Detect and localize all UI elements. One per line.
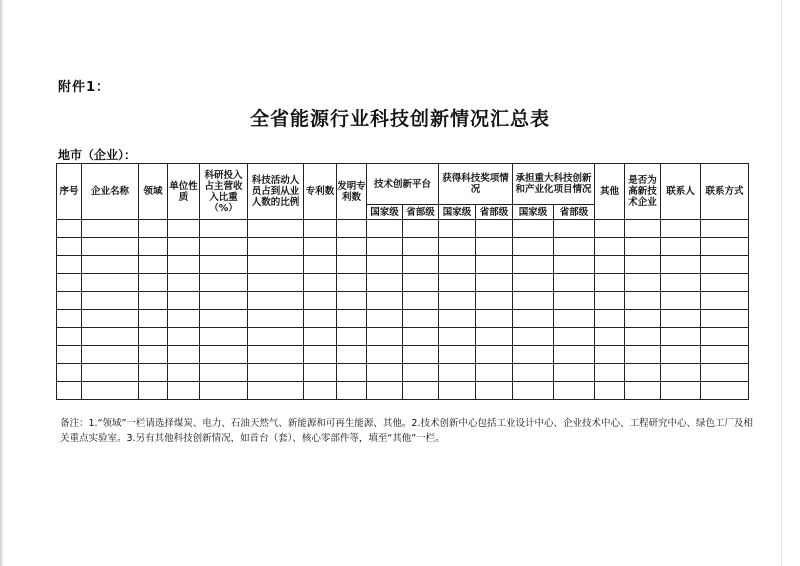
table-cell[interactable]: [139, 382, 168, 400]
table-cell[interactable]: [554, 274, 595, 292]
table-cell[interactable]: [701, 238, 749, 256]
table-cell[interactable]: [82, 220, 139, 238]
table-cell[interactable]: [403, 274, 439, 292]
table-cell[interactable]: [248, 310, 304, 328]
header-other: 其他: [595, 164, 625, 220]
table-cell[interactable]: [200, 310, 248, 328]
table-cell[interactable]: [476, 382, 513, 400]
table-cell[interactable]: [513, 346, 554, 364]
table-cell[interactable]: [139, 292, 168, 310]
table-cell[interactable]: [337, 274, 367, 292]
table-cell[interactable]: [168, 346, 200, 364]
table-cell[interactable]: [304, 310, 337, 328]
table-row: [57, 346, 749, 364]
table-cell[interactable]: [661, 382, 701, 400]
table-cell[interactable]: [168, 328, 200, 346]
table-cell[interactable]: [57, 292, 82, 310]
table-cell[interactable]: [200, 364, 248, 382]
table-cell[interactable]: [337, 310, 367, 328]
table-cell[interactable]: [701, 364, 749, 382]
table-cell[interactable]: [248, 256, 304, 274]
table-cell[interactable]: [476, 274, 513, 292]
header-rd-ratio: 科研投入占主营收入比重（%）: [200, 164, 248, 220]
table-cell[interactable]: [554, 238, 595, 256]
table-cell[interactable]: [337, 238, 367, 256]
table-cell[interactable]: [248, 274, 304, 292]
table-cell[interactable]: [439, 346, 476, 364]
header-contact-info: 联系方式: [701, 164, 749, 220]
table-cell[interactable]: [337, 382, 367, 400]
table-cell[interactable]: [367, 274, 403, 292]
header-hightech: 是否为高新技术企业: [625, 164, 661, 220]
table-cell[interactable]: [439, 364, 476, 382]
table-cell[interactable]: [200, 328, 248, 346]
table-cell[interactable]: [439, 310, 476, 328]
table-cell[interactable]: [661, 256, 701, 274]
table-cell[interactable]: [513, 364, 554, 382]
table-cell[interactable]: [439, 292, 476, 310]
table-cell[interactable]: [554, 364, 595, 382]
table-cell[interactable]: [439, 220, 476, 238]
subheader-awards-provincial: 省部级: [476, 205, 513, 220]
table-cell[interactable]: [403, 364, 439, 382]
table-cell[interactable]: [701, 274, 749, 292]
table-cell[interactable]: [57, 382, 82, 400]
table-cell[interactable]: [439, 256, 476, 274]
table-row: [57, 382, 749, 400]
table-cell[interactable]: [304, 328, 337, 346]
table-cell[interactable]: [513, 382, 554, 400]
table-cell[interactable]: [248, 220, 304, 238]
table-cell[interactable]: [595, 292, 625, 310]
table-cell[interactable]: [248, 364, 304, 382]
table-cell[interactable]: [701, 220, 749, 238]
table-cell[interactable]: [513, 328, 554, 346]
table-cell[interactable]: [554, 382, 595, 400]
table-cell[interactable]: [82, 346, 139, 364]
table-cell[interactable]: [139, 238, 168, 256]
table-cell[interactable]: [439, 274, 476, 292]
table-cell[interactable]: [403, 382, 439, 400]
table-cell[interactable]: [57, 364, 82, 382]
table-cell[interactable]: [476, 220, 513, 238]
table-cell[interactable]: [701, 346, 749, 364]
table-row: [57, 256, 749, 274]
table-cell[interactable]: [513, 238, 554, 256]
table-cell[interactable]: [304, 364, 337, 382]
table-cell[interactable]: [168, 292, 200, 310]
table-cell[interactable]: [168, 274, 200, 292]
attachment-label: 附件1：: [58, 80, 111, 95]
table-cell[interactable]: [337, 220, 367, 238]
table-cell[interactable]: [513, 274, 554, 292]
table-cell[interactable]: [661, 238, 701, 256]
table-cell[interactable]: [57, 256, 82, 274]
table-cell[interactable]: [82, 256, 139, 274]
table-cell[interactable]: [554, 256, 595, 274]
table-cell[interactable]: [304, 274, 337, 292]
table-row: [57, 238, 749, 256]
table-cell[interactable]: [403, 346, 439, 364]
table-cell[interactable]: [439, 328, 476, 346]
table-cell[interactable]: [595, 328, 625, 346]
summary-table: [56, 163, 749, 400]
table-cell[interactable]: [337, 256, 367, 274]
table-cell[interactable]: [403, 220, 439, 238]
table-cell[interactable]: [595, 382, 625, 400]
table-row: [57, 274, 749, 292]
header-company-name: 企业名称: [82, 164, 139, 220]
table-cell[interactable]: [248, 292, 304, 310]
table-cell[interactable]: [595, 274, 625, 292]
table-cell[interactable]: [248, 328, 304, 346]
table-cell[interactable]: [57, 346, 82, 364]
table-cell[interactable]: [367, 310, 403, 328]
header-invention-patents: 发明专利数: [337, 164, 367, 220]
header-contact-person: 联系人: [661, 164, 701, 220]
table-cell[interactable]: [82, 274, 139, 292]
table-cell[interactable]: [403, 328, 439, 346]
table-cell[interactable]: [661, 292, 701, 310]
table-cell[interactable]: [595, 238, 625, 256]
table-cell[interactable]: [168, 382, 200, 400]
table-cell[interactable]: [168, 220, 200, 238]
table-cell[interactable]: [476, 292, 513, 310]
table-cell[interactable]: [168, 364, 200, 382]
table-row: [57, 292, 749, 310]
table-cell[interactable]: [661, 328, 701, 346]
table-cell[interactable]: [57, 274, 82, 292]
table-cell[interactable]: [82, 382, 139, 400]
table-cell[interactable]: [554, 310, 595, 328]
scan-left-shadow: [0, 0, 4, 566]
table-row: [57, 328, 749, 346]
table-cell[interactable]: [304, 220, 337, 238]
table-cell[interactable]: [304, 238, 337, 256]
table-cell[interactable]: [248, 346, 304, 364]
header-awards: 获得科技奖项情况: [439, 164, 513, 205]
table-cell[interactable]: [403, 310, 439, 328]
table-cell[interactable]: [661, 364, 701, 382]
table-cell[interactable]: [168, 310, 200, 328]
table-cell[interactable]: [554, 346, 595, 364]
table-cell[interactable]: [304, 292, 337, 310]
table-cell[interactable]: [554, 328, 595, 346]
table-cell[interactable]: [367, 238, 403, 256]
table-cell[interactable]: [139, 274, 168, 292]
table-cell[interactable]: [625, 310, 661, 328]
header-patents: 专利数: [304, 164, 337, 220]
table-cell[interactable]: [595, 310, 625, 328]
table-cell[interactable]: [168, 238, 200, 256]
table-cell[interactable]: [476, 310, 513, 328]
table-cell[interactable]: [439, 238, 476, 256]
table-cell[interactable]: [337, 346, 367, 364]
table-cell[interactable]: [139, 220, 168, 238]
table-cell[interactable]: [200, 292, 248, 310]
table-cell[interactable]: [337, 364, 367, 382]
table-cell[interactable]: [200, 220, 248, 238]
subheader-platform-provincial: 省部级: [403, 205, 439, 220]
table-cell[interactable]: [513, 310, 554, 328]
scan-right-edge: [781, 0, 782, 566]
city-enterprise-label: 地市（企业）：: [58, 148, 137, 162]
table-cell[interactable]: [661, 310, 701, 328]
header-index: 序号: [57, 164, 82, 220]
table-cell[interactable]: [57, 310, 82, 328]
table-cell[interactable]: [513, 256, 554, 274]
header-unit-nature: 单位性质: [168, 164, 200, 220]
table-cell[interactable]: [168, 256, 200, 274]
subheader-projects-provincial: 省部级: [554, 205, 595, 220]
table-cell[interactable]: [57, 328, 82, 346]
table-cell[interactable]: [367, 220, 403, 238]
subheader-platform-national: 国家级: [367, 205, 403, 220]
table-cell[interactable]: [554, 220, 595, 238]
table-cell[interactable]: [701, 328, 749, 346]
table-cell[interactable]: [304, 382, 337, 400]
table-cell[interactable]: [82, 292, 139, 310]
header-major-projects: 承担重大科技创新和产业化项目情况: [513, 164, 595, 205]
table-row: [57, 364, 749, 382]
table-cell[interactable]: [595, 220, 625, 238]
header-innovation-platform: 技术创新平台: [367, 164, 439, 205]
table-cell[interactable]: [661, 220, 701, 238]
table-cell[interactable]: [367, 292, 403, 310]
table-cell[interactable]: [367, 328, 403, 346]
table-cell[interactable]: [439, 382, 476, 400]
table-row: [57, 310, 749, 328]
table-cell[interactable]: [139, 346, 168, 364]
table-cell[interactable]: [625, 364, 661, 382]
table-row: [57, 220, 749, 238]
table-cell[interactable]: [476, 364, 513, 382]
table-cell[interactable]: [625, 292, 661, 310]
table-cell[interactable]: [625, 346, 661, 364]
table-body: [57, 220, 749, 400]
header-staff-ratio: 科技活动人员占到从业人数的比例: [248, 164, 304, 220]
table-cell[interactable]: [595, 364, 625, 382]
table-cell[interactable]: [554, 292, 595, 310]
table-cell[interactable]: [304, 346, 337, 364]
table-cell[interactable]: [337, 328, 367, 346]
table-cell[interactable]: [403, 292, 439, 310]
table-cell[interactable]: [139, 256, 168, 274]
table-cell[interactable]: [367, 346, 403, 364]
page-title: 全省能源行业科技创新情况汇总表: [249, 108, 550, 130]
table-cell[interactable]: [595, 346, 625, 364]
table-cell[interactable]: [200, 382, 248, 400]
table-cell[interactable]: [513, 292, 554, 310]
table-cell[interactable]: [367, 364, 403, 382]
table-cell[interactable]: [625, 328, 661, 346]
table-cell[interactable]: [625, 382, 661, 400]
table-cell[interactable]: [337, 292, 367, 310]
table-cell[interactable]: [367, 382, 403, 400]
table-cell[interactable]: [200, 256, 248, 274]
table-cell[interactable]: [82, 238, 139, 256]
table-cell[interactable]: [57, 220, 82, 238]
table-cell[interactable]: [200, 274, 248, 292]
subheader-awards-national: 国家级: [439, 205, 476, 220]
table-cell[interactable]: [476, 346, 513, 364]
table-cell[interactable]: [701, 292, 749, 310]
subheader-projects-national: 国家级: [513, 205, 554, 220]
table-cell[interactable]: [476, 256, 513, 274]
table-cell[interactable]: [139, 310, 168, 328]
table-cell[interactable]: [200, 346, 248, 364]
table-cell[interactable]: [701, 382, 749, 400]
table-cell[interactable]: [82, 328, 139, 346]
table-cell[interactable]: [476, 238, 513, 256]
footnote: 备注：1.“领域”一栏请选择煤炭、电力、石油天然气、新能源和可再生能源、其他。2.技术创新中心包括工业设计中心、企业技术中心、工程研究中心、绿色工厂及相关重点实验室。3.另有其他科技创新情况，如首台（套）、核心零部件等，填至“其他”一栏。: [60, 418, 753, 444]
table-cell[interactable]: [476, 328, 513, 346]
table-cell[interactable]: [701, 310, 749, 328]
table-cell[interactable]: [248, 382, 304, 400]
table-cell[interactable]: [625, 256, 661, 274]
table-cell[interactable]: [367, 256, 403, 274]
table-cell[interactable]: [82, 364, 139, 382]
table-cell[interactable]: [200, 238, 248, 256]
table-cell[interactable]: [139, 328, 168, 346]
table-cell[interactable]: [513, 220, 554, 238]
table-cell[interactable]: [403, 238, 439, 256]
table-cell[interactable]: [701, 256, 749, 274]
table-cell[interactable]: [625, 238, 661, 256]
table-cell[interactable]: [248, 238, 304, 256]
header-field: 领域: [139, 164, 168, 220]
table-cell[interactable]: [82, 310, 139, 328]
table-cell[interactable]: [661, 346, 701, 364]
table-cell[interactable]: [403, 256, 439, 274]
table-cell[interactable]: [139, 364, 168, 382]
table-cell[interactable]: [625, 220, 661, 238]
table-cell[interactable]: [304, 256, 337, 274]
table-cell[interactable]: [625, 274, 661, 292]
table-cell[interactable]: [57, 238, 82, 256]
table-cell[interactable]: [661, 274, 701, 292]
table-cell[interactable]: [595, 256, 625, 274]
